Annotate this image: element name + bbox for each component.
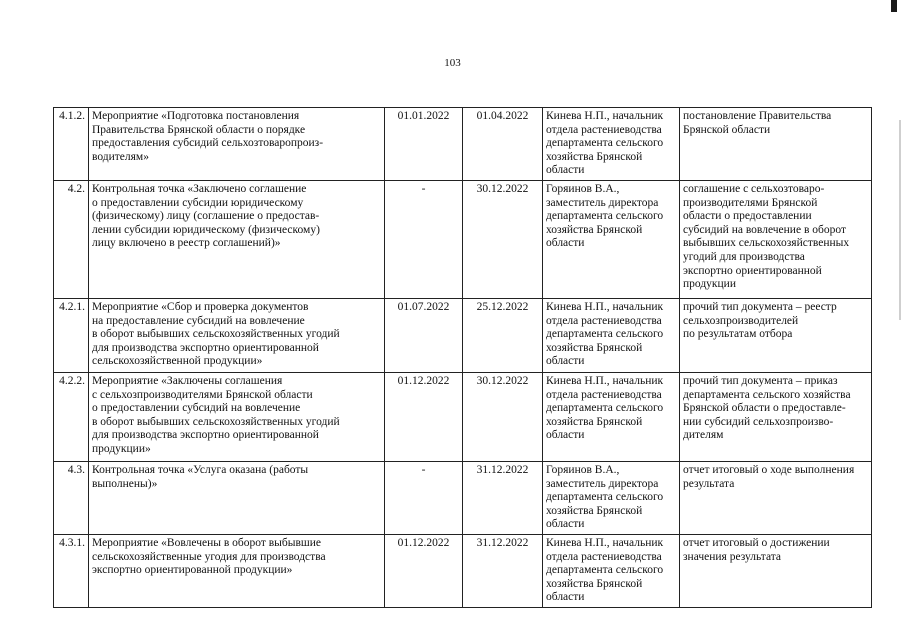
responsible-person: Кинева Н.П., начальник отдела растениеводства департамента сельского хозяйства Брянской области	[543, 108, 680, 181]
scan-corner-mark	[891, 0, 897, 12]
end-date: 01.04.2022	[463, 108, 543, 181]
document-type: отчет итоговый о достижении значения результата	[680, 534, 872, 607]
page-number: 103	[444, 57, 461, 69]
table-row	[54, 372, 872, 461]
event-name: Мероприятие «Заключены соглашения с сельхозпроизводителями Брянской области о предоставлении субсидий на вовлечение в оборот выбывших сельскохозяйственных угодий для производства экспортно ориентированной продукции»	[89, 372, 385, 461]
table-row	[54, 180, 872, 298]
row-number: 4.3.1.	[54, 534, 89, 607]
event-name: Контрольная точка «Заключено соглашение о предоставлении субсидии юридическому (физическому) лицу (соглашение о предостав- лении субсидии юридическому (физическому) лицу включено в реестр соглашений)»	[89, 180, 385, 298]
scan-edge-shadow	[899, 120, 901, 320]
document-type: отчет итоговый о ходе выполнения результата	[680, 461, 872, 534]
table-row	[54, 534, 872, 607]
table-row	[54, 298, 872, 372]
document-type: прочий тип документа – реестр сельхозпроизводителей по результатам отбора	[680, 298, 872, 372]
row-number: 4.1.2.	[54, 108, 89, 181]
end-date: 30.12.2022	[463, 180, 543, 298]
start-date: 01.01.2022	[385, 108, 463, 181]
row-number: 4.3.	[54, 461, 89, 534]
measures-table	[53, 107, 872, 608]
end-date: 25.12.2022	[463, 298, 543, 372]
start-date: 01.12.2022	[385, 372, 463, 461]
document-type: прочий тип документа – приказ департамента сельского хозяйства Брянской области о предоставле- нии субсидий сельхозпроизво- дителям	[680, 372, 872, 461]
responsible-person: Горяинов В.А., заместитель директора департамента сельского хозяйства Брянской области	[543, 180, 680, 298]
event-name: Мероприятие «Сбор и проверка документов на предоставление субсидий на вовлечение в оборот выбывших сельскохозяйственных угодий для производства экспортно ориентированной сельскохозяйственной продукции»	[89, 298, 385, 372]
end-date: 30.12.2022	[463, 372, 543, 461]
responsible-person: Горяинов В.А., заместитель директора департамента сельского хозяйства Брянской области	[543, 461, 680, 534]
start-date: 01.07.2022	[385, 298, 463, 372]
table-row	[54, 108, 872, 181]
start-date: -	[385, 180, 463, 298]
responsible-person: Кинева Н.П., начальник отдела растениеводства департамента сельского хозяйства Брянской области	[543, 534, 680, 607]
end-date: 31.12.2022	[463, 461, 543, 534]
start-date: 01.12.2022	[385, 534, 463, 607]
document-type: соглашение с сельхозтоваро- производителями Брянской области о предоставлении субсидий на вовлечение в оборот выбывших сельскохозяйственных угодий для производства экспортно ориентированной продукции	[680, 180, 872, 298]
responsible-person: Кинева Н.П., начальник отдела растениеводства департамента сельского хозяйства Брянской области	[543, 372, 680, 461]
event-name: Контрольная точка «Услуга оказана (работы выполнены)»	[89, 461, 385, 534]
responsible-person: Кинева Н.П., начальник отдела растениеводства департамента сельского хозяйства Брянской области	[543, 298, 680, 372]
end-date: 31.12.2022	[463, 534, 543, 607]
event-name: Мероприятие «Вовлечены в оборот выбывшие сельскохозяйственные угодия для производства экспортно ориентированной продукции»	[89, 534, 385, 607]
row-number: 4.2.1.	[54, 298, 89, 372]
document-type: постановление Правительства Брянской области	[680, 108, 872, 181]
event-name: Мероприятие «Подготовка постановления Правительства Брянской области о порядке предоставления субсидий сельхозтоваропроиз- водителям»	[89, 108, 385, 181]
start-date: -	[385, 461, 463, 534]
row-number: 4.2.2.	[54, 372, 89, 461]
row-number: 4.2.	[54, 180, 89, 298]
table-row	[54, 461, 872, 534]
